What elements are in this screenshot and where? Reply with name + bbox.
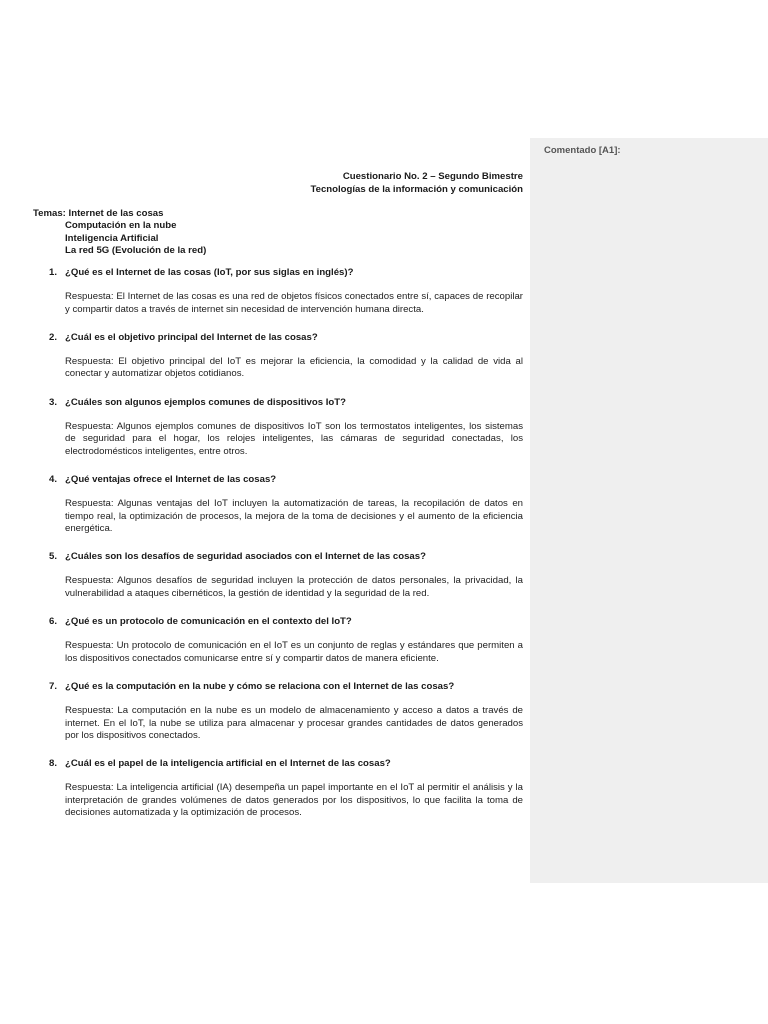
question-text: ¿Cuáles son los desafíos de seguridad asociados con el Internet de las cosas? xyxy=(65,551,426,563)
answer-text: Respuesta: La computación en la nube es un modelo de almacenamiento y acceso a datos a través de internet. En el IoT, la nube se utiliza para almacenar y procesar grandes cantidades de datos generados por los dispositivos conectados. xyxy=(65,705,523,741)
question-heading xyxy=(33,681,523,693)
question-number: 7. xyxy=(48,680,57,692)
question-number: 3. xyxy=(48,396,57,408)
answer-text: Respuesta: El objetivo principal del IoT es mejorar la eficiencia, la comodidad y la calidad de vida al conectar y automatizar objetos cotidianos. xyxy=(65,356,523,380)
question-text: ¿Qué es un protocolo de comunicación en el contexto del IoT? xyxy=(65,616,352,628)
question-heading xyxy=(33,267,523,279)
answer-text: Respuesta: Algunos ejemplos comunes de dispositivos IoT son los termostatos inteligentes, los sistemas de seguridad para el hogar, los relojes inteligentes, las cámaras de seguridad conectadas, los electrodomésticos inteligentes, entre otros. xyxy=(65,421,523,457)
topic-item: La red 5G (Evolución de la red) xyxy=(65,244,207,256)
comment-pane[interactable] xyxy=(530,138,768,883)
question-heading xyxy=(33,758,523,770)
question-number: 4. xyxy=(48,473,57,485)
question-text: ¿Qué es el Internet de las cosas (IoT, por sus siglas en inglés)? xyxy=(65,267,354,278)
question-item xyxy=(33,267,523,316)
topics-block xyxy=(33,208,333,257)
question-heading xyxy=(33,332,523,344)
question-text: ¿Cuáles son algunos ejemplos comunes de dispositivos IoT? xyxy=(65,396,346,408)
question-heading xyxy=(33,397,523,409)
answer-text: Respuesta: El Internet de las cosas es una red de objetos físicos conectados entre sí, capaces de recopilar y compartir datos a través de internet sin necesidad de intervención humana directa. xyxy=(65,291,523,315)
question-text: ¿Qué es la computación en la nube y cómo se relaciona con el Internet de las cosas? xyxy=(65,680,455,692)
document-header xyxy=(250,170,523,196)
question-item xyxy=(33,474,523,535)
question-text: ¿Cuál es el papel de la inteligencia artificial en el Internet de las cosas? xyxy=(65,758,391,770)
question-item xyxy=(33,616,523,665)
header-line-2: Tecnologías de la información y comunicación xyxy=(310,184,523,195)
answer-text: Respuesta: Un protocolo de comunicación en el IoT es un conjunto de reglas y estándares que permiten a los dispositivos conectados comunicarse entre sí y compartir datos de manera eficiente. xyxy=(65,640,523,664)
question-item xyxy=(33,551,523,600)
question-item xyxy=(33,332,523,381)
question-heading xyxy=(33,474,523,486)
question-number: 6. xyxy=(48,616,57,628)
question-item xyxy=(33,681,523,742)
question-heading xyxy=(33,551,523,563)
question-heading xyxy=(33,616,523,628)
topic-item: Computación en la nube xyxy=(65,220,177,232)
answer-text: Respuesta: La inteligencia artificial (IA) desempeña un papel importante en el IoT al permitir el análisis y la interpretación de grandes volúmenes de datos generados por los dispositivos, lo que facilita la toma de decisiones automatizada y la optimización de procesos. xyxy=(65,782,523,819)
question-number: 2. xyxy=(48,331,57,343)
comment-title: Comentado [A1]: xyxy=(544,145,621,156)
header-line-1: Cuestionario No. 2 – Segundo Bimestre xyxy=(342,171,523,182)
questions-list xyxy=(33,267,523,835)
question-text: ¿Qué ventajas ofrece el Internet de las cosas? xyxy=(65,473,277,485)
question-number: 1. xyxy=(48,267,57,278)
question-item xyxy=(33,397,523,458)
answer-text: Respuesta: Algunas ventajas del IoT incluyen la automatización de tareas, la recopilación de datos en tiempo real, la optimización de procesos, la mejora de la toma de decisiones y el aumento de la eficiencia energética. xyxy=(65,498,523,534)
question-number: 8. xyxy=(48,758,57,770)
answer-text: Respuesta: Algunos desafíos de seguridad incluyen la protección de datos personales, la privacidad, la vulnerabilidad a ataques cibernéticos, la gestión de identidad y la seguridad de la red. xyxy=(65,575,523,599)
topic-item: Inteligencia Artificial xyxy=(65,232,159,244)
question-text: ¿Cuál es el objetivo principal del Internet de las cosas? xyxy=(65,331,318,343)
topics-label: Temas: Internet de las cosas xyxy=(33,208,164,219)
question-item xyxy=(33,758,523,819)
question-number: 5. xyxy=(48,551,57,563)
